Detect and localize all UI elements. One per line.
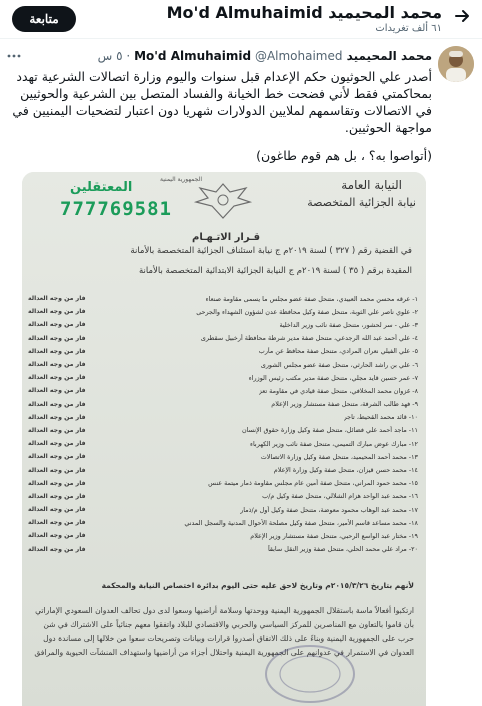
author-name[interactable]: محمد المحيميد Mo'd Almuhaimid: [134, 49, 432, 63]
author-handle[interactable]: @Almohaimed: [254, 49, 343, 63]
tweet-media-image[interactable]: [22, 172, 426, 706]
accused-row: [28, 318, 418, 331]
accused-status: فار من وجه العدالة: [28, 295, 86, 303]
accused-row: [28, 477, 418, 490]
accused-name: ٢٠- مراد علي محمد الحلي، متنحل صفة وزير النقل سابقاً: [267, 545, 418, 554]
avatar[interactable]: [438, 46, 474, 82]
accused-name: ٤- علي أحمد عبد الله الرجدعي، متنحل صفة مدير شرطة محافظة أرخبيل سقطرى: [200, 334, 418, 343]
accused-name: ١- عرقه محسن محمد العبيدي، متنحل صفة عضو مجلس ما يسمى مقاومة صنعاء: [205, 294, 418, 303]
accused-name: ١٥- محمد حمود المراني، متنحل صفة أمين عام مجلس مقاومة ذمار ميتمة عنس: [208, 479, 418, 488]
org-division: نيابة الجزائية المتخصصة: [307, 196, 416, 209]
case-line: المقيدة برقم ( ٣٥ ) لسنة ٢٠١٩م ج النيابة الجزائية الابتدائية المتخصصة بالأمانة: [138, 266, 412, 276]
accused-status: فار من وجه العدالة: [28, 387, 86, 395]
accused-name: ١٠- قائد محمد القحيط، تاجر: [343, 413, 418, 422]
accused-status: فار من وجه العدالة: [28, 374, 86, 382]
accused-status: فار من وجه العدالة: [28, 321, 86, 329]
accused-status: فار من وجه العدالة: [28, 519, 86, 527]
accused-name: ٢- علوي ناصر علي الثوبة، متنحل صفة وكيل محافظة عدن لشؤون الشهداء والجرحى: [196, 307, 418, 316]
accused-row: [28, 450, 418, 463]
phone-label: المعتقلين: [70, 180, 133, 195]
top-bar: [0, 0, 482, 39]
tweet-count: ٦١ ألف تغريدات: [375, 23, 442, 34]
accused-row: [28, 292, 418, 305]
accused-row: [28, 358, 418, 371]
accused-status: فار من وجه العدالة: [28, 466, 86, 474]
phone-number: 777769581: [60, 198, 172, 220]
accused-name: ٨- غزوان محمد المخلافي، متنحل صفة قيادي في مقاومة تعز: [258, 386, 418, 395]
accused-status: فار من وجه العدالة: [28, 453, 86, 461]
accused-row: [28, 503, 418, 516]
profile-header: [167, 3, 442, 34]
accused-status: فار من وجه العدالة: [28, 361, 86, 369]
document-paragraph: ارتكبوا أفعالاً ماسة باستقلال الجمهورية اليمنية ووحدتها وسلامة أراضيها وسعوا لدى دول تحالف العدوان السعودي الإماراتي بأن قاموا بالتعاون مع المناصرين للمركز السياسي والحربي والاقتصادي للبلاد واتفقوا معهم جنائياً على الاشتراك في شن حرب على الجمهورية اليمنية وبناءً على ذلك الاتفاق أصدروا قرارات وبيانات وتصريحات سعوا من خلالها إلى مساندة دول العدوان في الاستمرار في عدوانهم على الجمهورية اليمنية واحتلال أجزاء من أراضيها واستهداف المنشآت الحيوية والمرافق: [34, 606, 414, 657]
accused-status: فار من وجه العدالة: [28, 479, 86, 487]
accused-status: فار من وجه العدالة: [28, 400, 86, 408]
case-line: في القضية رقم ( ٣٢٧ ) لسنة ٢٠١٩م ج نيابة استئناف الجزائية المتخصصة بالأمانة: [130, 246, 412, 256]
accused-row: [28, 516, 418, 529]
org-name: النيابة العامة: [341, 178, 402, 192]
accused-status: فار من وجه العدالة: [28, 532, 86, 540]
accused-status: فار من وجه العدالة: [28, 545, 86, 553]
accused-row: [28, 424, 418, 437]
tweet-time[interactable]: ٥ س: [97, 49, 123, 63]
verdict-line: لأنهم بتاريخ ٢٠١٥/٣/٢٦م وتاريخ لاحق عليه حتى اليوم بدائرة اختصاص النيابة والمحكمة: [101, 581, 414, 590]
accused-name: ١٩- مختار عبد الواسع الرحبي، متنحل صفة مستشار وزير الإعلام: [250, 531, 418, 540]
accused-row: [28, 490, 418, 503]
accused-name: ٦- علي بن راشد الحارثي، متنحل صفة عضو مجلس الشورى: [260, 360, 418, 369]
accused-name: ٣- علي - سر لحشور، متنحل صفة نائب وزير الداخلية: [279, 320, 418, 329]
accused-status: فار من وجه العدالة: [28, 334, 86, 342]
document-top-note: الجمهورية اليمنية: [160, 176, 203, 183]
accused-list: [28, 292, 418, 556]
more-options-icon[interactable]: [6, 50, 22, 62]
accused-row: [28, 529, 418, 542]
accused-status: فار من وجه العدالة: [28, 413, 86, 421]
accused-name: ١٦- محمد عبد الواحد هزام الشلالي، متنحل صفة وكيل م/ب: [262, 492, 418, 501]
accused-status: فار من وجه العدالة: [28, 492, 86, 500]
state-emblem-icon: [188, 180, 258, 222]
tweet-body: أصدر علي الحوثيون حكم الإعدام قبل سنوات واليوم وزارة اتصالات الشرعية تهدد بمحاكمتي فقط لأني فضحت خط الخيانة والفساد المتصل بين الشرعية والحوثيين في الاتصالات وتقاسمهم لملايين الدولارات شهريا دون اعتبار لتضحيات اليمنيين في مواجهة الحوثيين.: [12, 69, 432, 135]
accused-row: [28, 305, 418, 318]
accused-status: فار من وجه العدالة: [28, 347, 86, 355]
accused-name: ١٧- محمد عبد الوهاب محمود معوضة، متنحل صفة وكيل أول م/ذمار: [240, 505, 418, 514]
accused-status: فار من وجه العدالة: [28, 440, 86, 448]
accused-name: ٥- علي الفيلي نعران المرادي، متنحل صفة محافظ عن مأرب: [258, 347, 418, 356]
profile-name: محمد المحيميد Mo'd Almuhaimid: [166, 3, 442, 22]
accused-row: [28, 543, 418, 556]
accused-row: [28, 411, 418, 424]
accused-row: [28, 437, 418, 450]
accused-status: فار من وجه العدالة: [28, 308, 86, 316]
accused-name: ١٣- محمد أحمد المحيميد، متنحل صفة وكيل وزارة الاتصالات: [260, 452, 418, 461]
official-stamp-icon: [260, 642, 360, 706]
accused-name: ١٨- محمد مساعد قاسم الأمير، متنحل صفة وكيل مصلحة الأحوال المدنية والسجل المدني: [184, 518, 418, 527]
decision-title: قـرار الاتـهـام: [192, 232, 261, 243]
accused-row: [28, 398, 418, 411]
tweet-quote: (أتواصوا به؟ ، بل هم قوم طاغون): [256, 148, 432, 163]
back-arrow-icon[interactable]: [452, 6, 472, 26]
accused-name: ٧- عمر حسين قايد مجلي، متنحل صفة مدير مكتب رئيس الوزراء: [248, 373, 418, 382]
tweet-header: محمد المحيميد Mo'd Almuhaimid @Almohaimed · ٥ س: [97, 49, 432, 63]
accused-row: [28, 384, 418, 397]
accused-row: [28, 463, 418, 476]
accused-status: فار من وجه العدالة: [28, 426, 86, 434]
accused-row: [28, 345, 418, 358]
follow-button[interactable]: متابعة: [12, 6, 76, 32]
accused-name: ١١- ماجد أحمد علي فضائل، متنحل صفة وكيل وزارة حقوق الإنسان: [241, 426, 418, 435]
accused-row: [28, 332, 418, 345]
accused-name: ٩- فهد طالب الشرفة، متنحل صفة مستشار وزير الإعلام: [271, 400, 418, 409]
accused-name: ١٤- محمد حسن قيزان، متنحل صفة وكيل وزارة الإعلام: [273, 466, 418, 475]
accused-name: ١٢- مبارك عوض مبارك التميمي، متنحل صفة نائب وزير الكهرباء: [249, 439, 418, 448]
accused-status: فار من وجه العدالة: [28, 506, 86, 514]
accused-row: [28, 371, 418, 384]
